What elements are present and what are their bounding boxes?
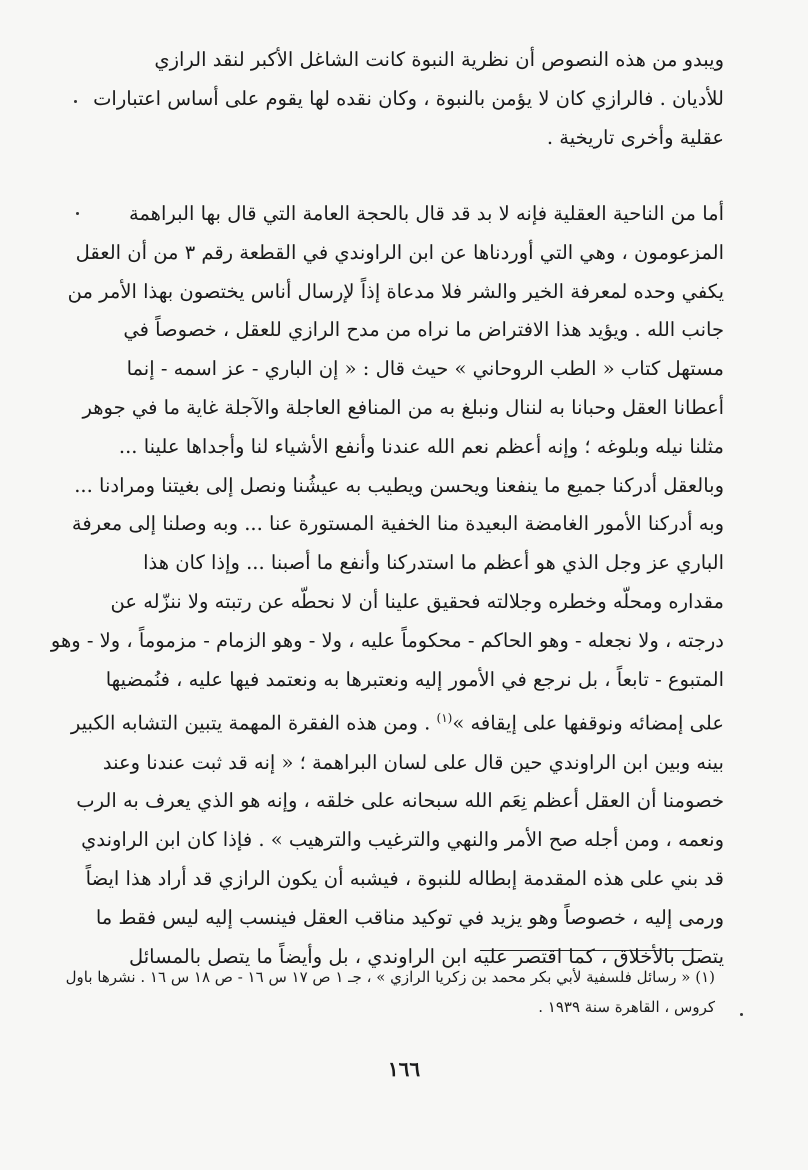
text-line: المزعومون ، وهي التي أوردناها عن ابن الراوندي في القطعة رقم ٣ من أن العقل [75, 240, 724, 264]
text-line: ويبدو من هذه النصوص أن نظرية النبوة كانت الشاغل الأكبر لنقد الرازي [154, 48, 724, 71]
text-line: أعطانا العقل وحبانا به لننال ونبلغ به من المنافع العاجلة والآجلة غاية ما في جوهر [82, 395, 724, 419]
text-line: جانب الله . ويؤيد هذا الافتراض ما نراه من مدح الرازي للعقل ، خصوصاً في [123, 318, 724, 342]
paragraph-2 [50, 195, 724, 976]
scan-speck [76, 212, 79, 215]
text-line: بينه وبين ابن الراوندي حين قال على لسان البراهمة ؛ « إنه قد ثبت عندنا وعند [102, 750, 724, 774]
paragraph-1 [92, 40, 724, 157]
text-line: أما من الناحية العقلية فإنه لا بد قد قال بالحجة العامة التي قال بها البراهمة [128, 202, 724, 225]
text-line: يتصل بالأخلاق ، كما اقتصر عليه ابن الراوندي ، بل وأيضاً ما يتصل بالمسائل [128, 944, 724, 968]
text-line: المتبوع - تابعاً ، بل نرجع في الأمور إليه ونعتبرها به ونعتمد فيها عليه ، فنُمضيها [105, 667, 724, 691]
footnote-line: كروس ، القاهرة سنة ١٩٣٩ . [538, 998, 715, 1016]
footnote-separator [480, 950, 702, 951]
text-line: للأديان . فالرازي كان لا يؤمن بالنبوة ، وكان نقده لها يقوم على أساس اعتبارات [93, 87, 724, 110]
text-line: خصومنا أن العقل أعظم نِعَم الله سبحانه على خلقه ، وإنه هو الذي يعرف به الرب [76, 789, 724, 813]
text-line: درجته ، ولا نجعله - وهو الحاكم - محكوماً عليه ، ولا - وهو الزمام - مزموماً ، ولا - وهو [50, 628, 724, 652]
footnote-line: (١) « رسائل فلسفية لأبي بكر محمد بن زكريا الرازي » ، جـ ١ ص ١٧ س ١٦ - ص ١٨ س ١٦ . نشرها باول [65, 968, 715, 986]
text-line: الباري عز وجل الذي هو أعظم ما استدركنا وأنفع ما أصبنا ... وإذا كان هذا [143, 551, 724, 575]
footnote-reference[interactable]: (١) [436, 711, 453, 726]
footnote [65, 962, 715, 1022]
text-line: عقلية وأخرى تاريخية . [546, 126, 724, 149]
line-continuation: . ومن هذه الفقرة المهمة يتبين التشابه الكبير [70, 711, 431, 735]
scan-speck [740, 1013, 743, 1016]
text-line: يكفي وحده لمعرفة الخير والشر فلا مدعاة إذاً لإرسال أناس يختصون بهذا الأمر من [67, 279, 724, 303]
text-line: وبالعقل أدركنا جميع ما ينفعنا ويحسن ويطيب به عيشُنا ونصل إلى بغيتنا ومرادنا ... [74, 473, 724, 497]
text-line: قد بني على هذه المقدمة إبطاله للنبوة ، فيشبه أن يكون الرازي قد أراد هذا ايضاً [85, 867, 724, 891]
page-number: ١٦٦ [387, 1057, 421, 1081]
text-line: مثلنا نيله وبلوغه ؛ وإنه أعظم نعم الله عندنا وأنفع الأشياء لنا وأجداها علينا ... [118, 434, 724, 458]
text-line: ونعمه ، ومن أجله صح الأمر والنهي والترغيب والترهيب » . فإذا كان ابن الراوندي [81, 828, 724, 852]
quote-end-text: على إمضائه ونوقفها على إيقافه » [452, 711, 724, 735]
text-line: وبه أدركنا الأمور الغامضة البعيدة منا الخفية المستورة عنا ... وبه وصلنا إلى معرفة [71, 512, 724, 536]
scan-speck [74, 100, 77, 103]
text-line: ورمى إليه ، خصوصاً وهو يزيد في توكيد مناقب العقل فينسب إليه ليس فقط ما [95, 905, 724, 929]
text-line: مقداره ومحلّه وخطره وجلالته فحقيق علينا أن لا نحطّه عن رتبته ولا ننزّله عن [110, 589, 724, 613]
text-line [70, 699, 724, 743]
text-line: مستهل كتاب « الطب الروحاني » حيث قال : « إن الباري - عز اسمه - إنما [126, 357, 724, 381]
